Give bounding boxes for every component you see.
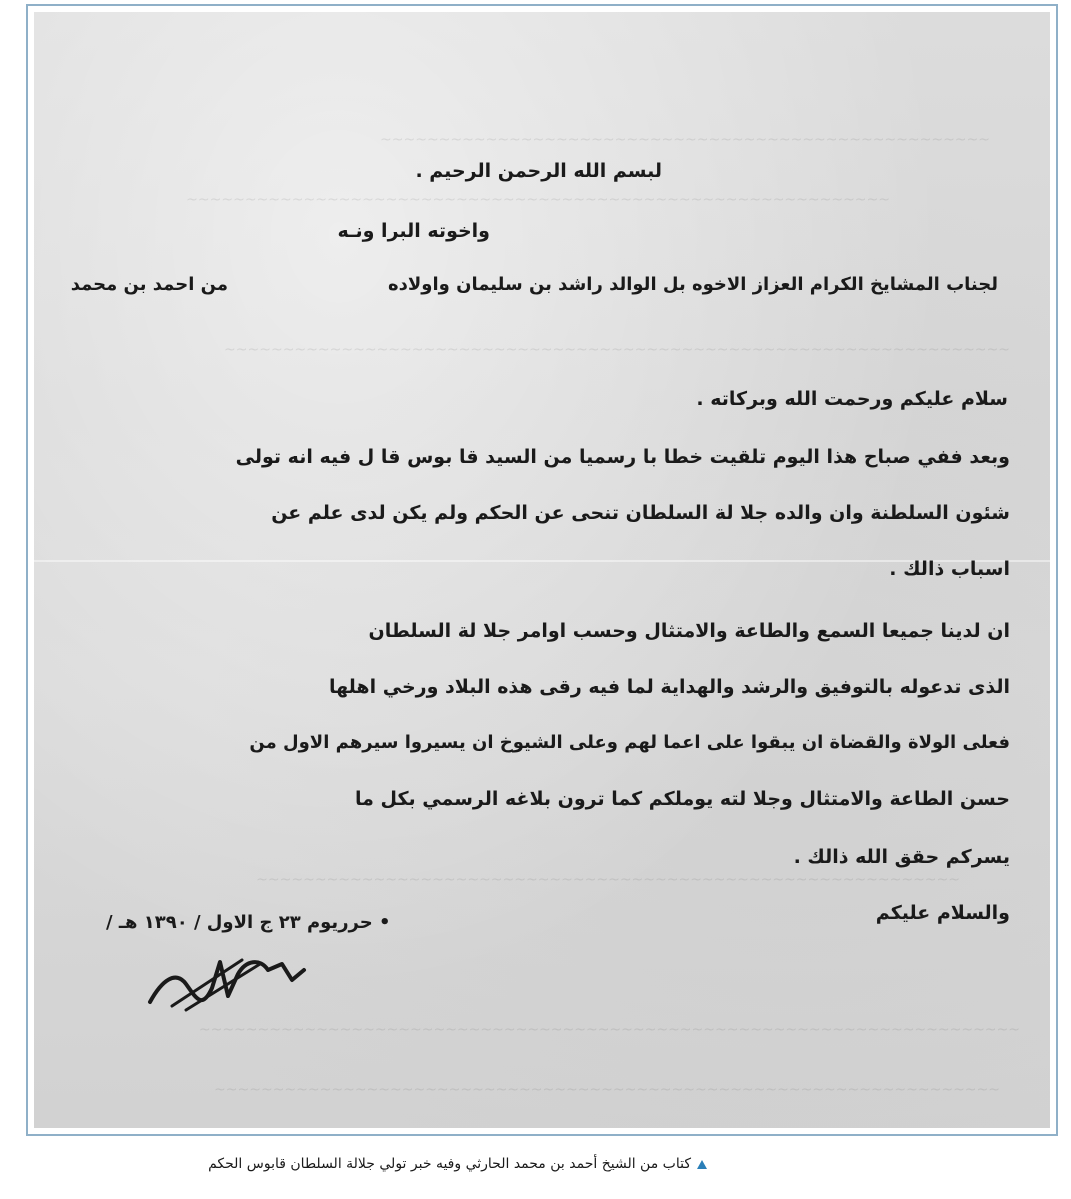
- bleed-through-texture: ~~~~~~~~~~~~~~~~~~~~~~~~~~~~~~~~~~~~~~~~~~~~~~~~~~~~~~~~~~~~: [256, 872, 960, 888]
- bleed-through-texture: ~~~~~~~~~~~~~~~~~~~~~~~~~~~~~~~~~~~~~~~~~~~~~~~~~~~~~~~~~~~~: [186, 192, 890, 208]
- bleed-through-texture: ~~~~~~~~~~~~~~~~~~~~~~~~~~~~~~~~~~~~~~~~~~~~~~~~~~~~: [380, 132, 990, 148]
- letter-paper: [34, 12, 1050, 1128]
- figure-caption: [208, 1156, 707, 1172]
- caption-text: كتاب من الشيخ أحمد بن محمد الحارثي وفيه خبر تولي جلالة السلطان قابوس الحكم: [208, 1156, 691, 1172]
- date-line: • حرريوم ٢٣ ج الاول / ١٣٩٠ هـ /: [106, 912, 391, 933]
- body-line-4: ان لدينا جميعا السمع والطاعة والامتثال وحسب اوامر جلا لة السلطان: [368, 620, 1010, 642]
- triangle-marker-icon: [697, 1160, 707, 1169]
- handwritten-signature: [142, 940, 312, 1020]
- body-line-5: الذى تدعوله بالتوفيق والرشد والهداية لما فيه رقى هذه البلاد ورخي اهلها: [329, 676, 1010, 698]
- basmala: لبسم الله الرحمن الرحيم .: [415, 160, 662, 182]
- bleed-through-texture: ~~~~~~~~~~~~~~~~~~~~~~~~~~~~~~~~~~~~~~~~~~~~~~~~~~~~~~~~~~~~~~~~~~~: [224, 342, 1010, 358]
- body-line-2: شئون السلطنة وان والده جلا لة السلطان تنحى عن الحكم ولم يكن لدى علم عن: [271, 502, 1010, 524]
- greeting-extension: واخوته البرا ونـه: [337, 220, 490, 242]
- bleed-through-texture: ~~~~~~~~~~~~~~~~~~~~~~~~~~~~~~~~~~~~~~~~~~~~~~~~~~~~~~~~~~~~~~~~~~~: [214, 1082, 1000, 1098]
- body-line-6: فعلى الولاة والقضاة ان يبقوا على اعما لهم وعلى الشيوخ ان يسيروا سيرهم الاول من: [249, 732, 1010, 753]
- body-line-7: حسن الطاعة والامتثال وجلا لته يوملكم كما ترون بلاغه الرسمي بكل ما: [354, 788, 1010, 810]
- body-line-3: اسباب ذالك .: [889, 558, 1010, 580]
- recipient-line: لجناب المشايخ الكرام العزاز الاخوه بل الوالد راشد بن سليمان واولاده: [388, 274, 998, 295]
- closing: والسلام عليكم: [875, 902, 1010, 924]
- sender-line: من احمد بن محمد: [70, 274, 228, 295]
- body-line-8: يسركم حقق الله ذالك .: [793, 846, 1010, 868]
- salutation: سلام عليكم ورحمت الله وبركاته .: [696, 388, 1008, 410]
- document-frame: [26, 4, 1058, 1136]
- bleed-through-texture: ~~~~~~~~~~~~~~~~~~~~~~~~~~~~~~~~~~~~~~~~~~~~~~~~~~~~~~~~~~~~~~~~~~~~~~: [198, 1022, 1020, 1038]
- body-line-1: وبعد ففي صباح هذا اليوم تلقيت خطا با رسميا من السيد قا بوس قا ل فيه انه تولى: [235, 446, 1010, 468]
